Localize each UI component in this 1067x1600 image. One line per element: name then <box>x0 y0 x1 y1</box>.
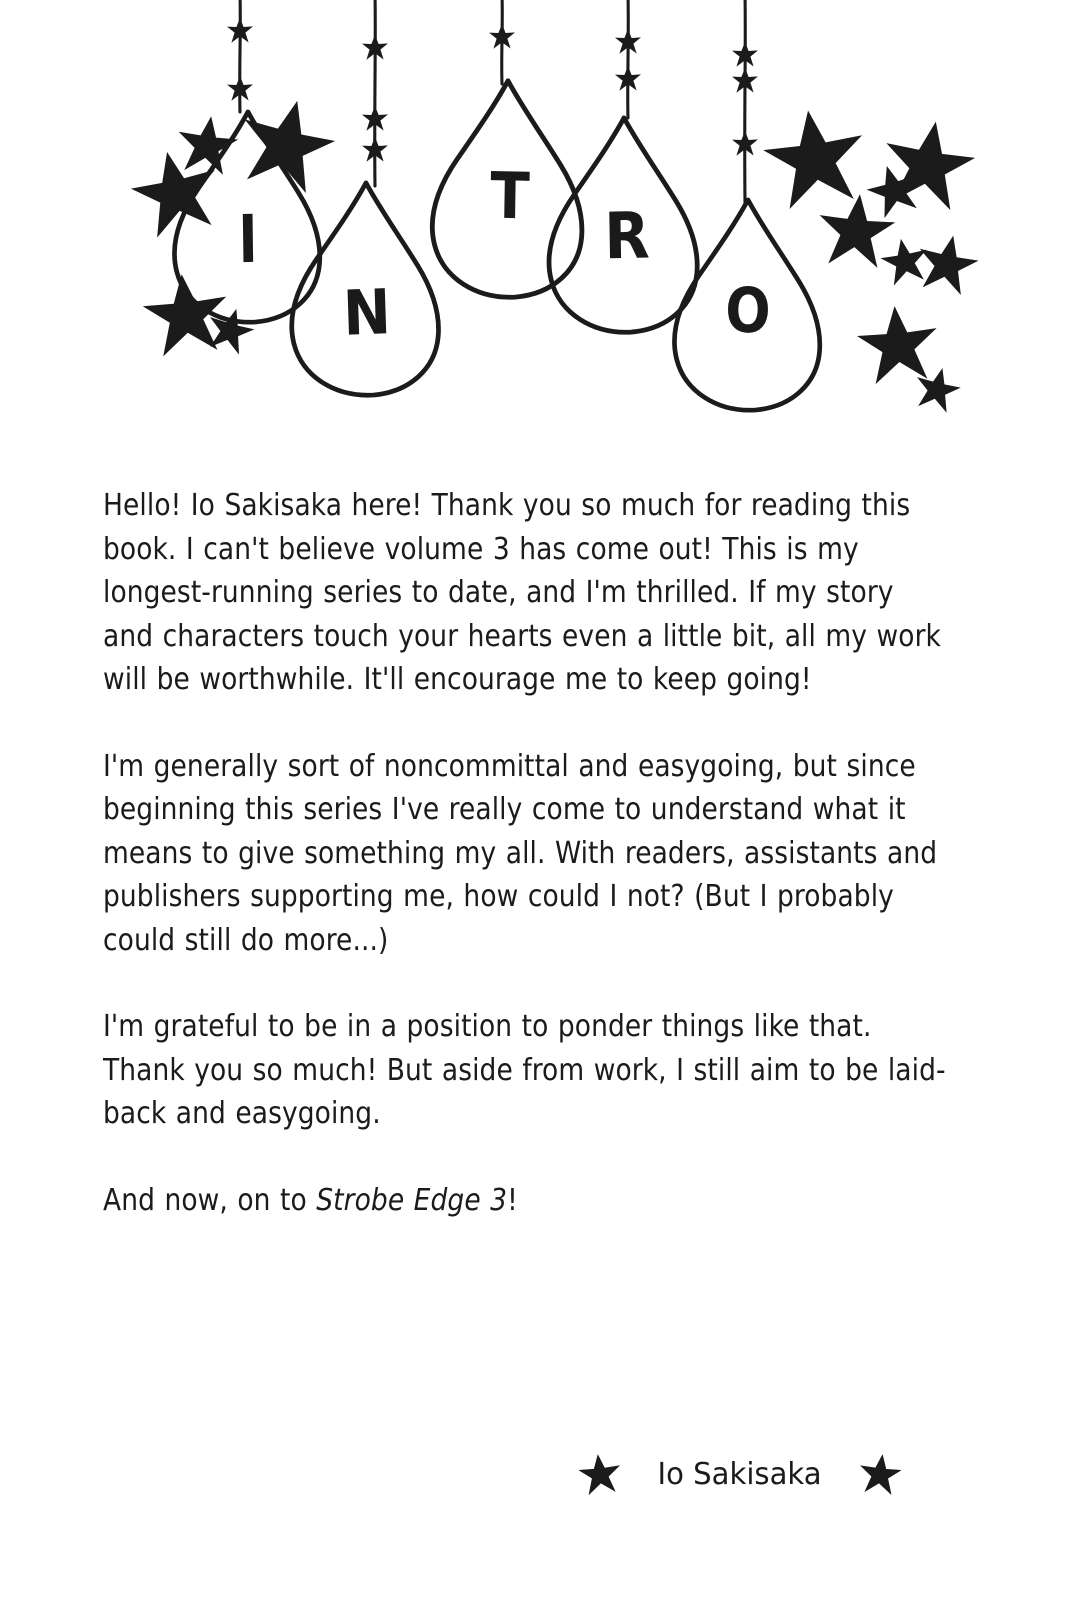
star-icon <box>579 1454 621 1496</box>
drop-letter-o: O <box>724 273 772 348</box>
drop-letter-r: R <box>603 199 651 275</box>
drop-letter-n: N <box>341 275 393 350</box>
intro-header-artwork <box>0 0 1067 440</box>
hanging-string-r <box>615 0 641 118</box>
intro-closing-line <box>103 1179 952 1223</box>
intro-paragraph-1: Hello! Io Sakisaka here! Thank you so much for reading this book. I can't believe volume 3 has come out! This is my longest-running series to date, and I'm thrilled. If my story and characters touch your hearts even a little bit, all my work will be worthwhile. It'll encourage me to keep going! <box>103 488 941 697</box>
intro-letter-body <box>103 484 983 1222</box>
star-cluster-right <box>759 104 983 416</box>
intro-paragraph-2: I'm generally sort of noncommittal and easygoing, but since beginning this series I've really come to understand what it means to give something my all. With readers, assistants and publishers supporting me, how could I not? (But I probably could still do more...) <box>103 748 938 958</box>
signature-block <box>560 1430 920 1520</box>
star-icon <box>859 1454 901 1496</box>
drop-letter-t: T <box>489 159 531 235</box>
author-name: Io Sakisaka <box>657 1457 823 1492</box>
drop-letter-i: I <box>237 200 259 279</box>
closing-suffix: ! <box>507 1182 518 1218</box>
hanging-string-i <box>227 0 253 112</box>
hanging-string-t <box>489 0 515 84</box>
series-title: Strobe Edge 3 <box>316 1182 508 1218</box>
hanging-string-n <box>362 0 388 186</box>
intro-paragraph-3: I'm grateful to be in a position to ponder things like that. Thank you so much! But aside from work, I still aim to be laid-back and easygoing. <box>103 1009 946 1131</box>
hanging-string-o <box>732 0 758 202</box>
closing-prefix: And now, on to <box>103 1182 317 1218</box>
